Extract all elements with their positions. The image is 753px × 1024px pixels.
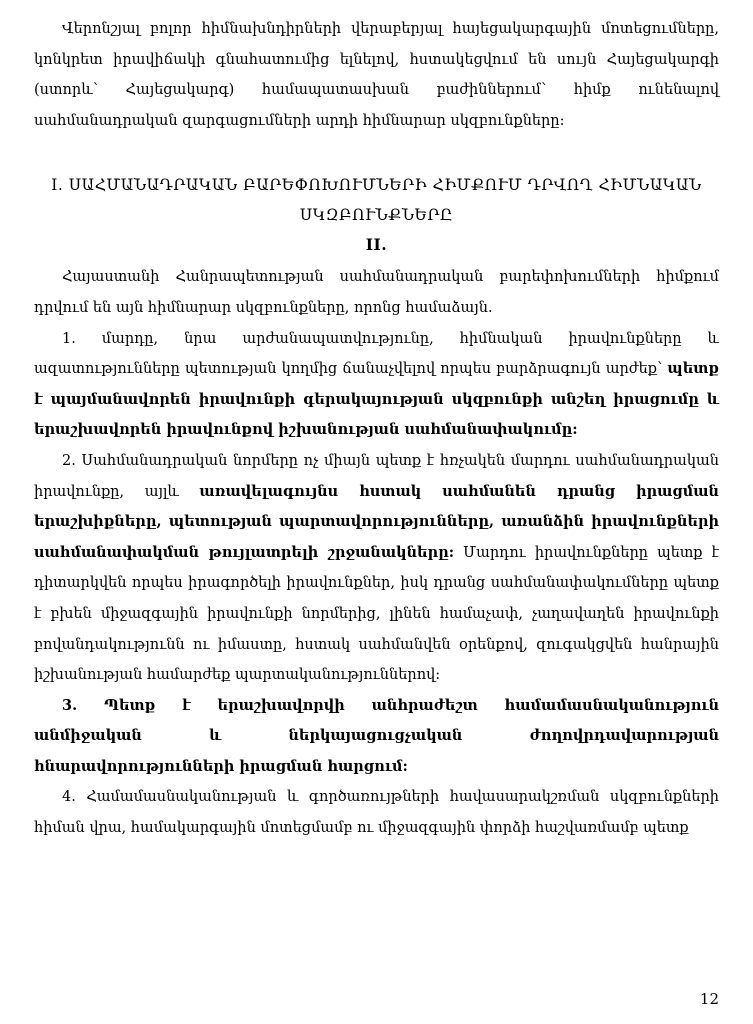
lead-paragraph: Հայաստանի Հանրապետության սահմանադրական բարեփոխումների հիմքում դրվում են այն հիմնարար սկզբունքները, որոնց համաձայն. <box>34 269 719 316</box>
subsection-heading: II. <box>365 235 388 255</box>
principle-4 <box>34 782 719 843</box>
principle-2-tail-text: Մարդու իրավունքները պետք է դիտարկվեն որպես իրագործելի իրավունքներ, իսկ դրանց սահմանափակումները պետք է բխեն միջազգային իրավունքի նորմերից, լինեն համաչափ, չաղավաղեն իրավունքի բովանդակությունն ու իմաստը, հստակ սահմանվեն օրենքով, զուգակցվեն հանրային իշխանության համարժեք պարտականություններով: <box>34 544 720 684</box>
principle-4-number: 4. <box>62 789 76 806</box>
principle-1-bold-text: պետք է պայմանավորեն իրավունքի գերակայության սկզբունքի անշեղ իրացումը և երաշխավորեն իրավունքով իշխանության սահմանափակումը: <box>34 360 719 439</box>
principle-2-number: 2. <box>62 452 76 469</box>
page-number: 12 <box>699 990 719 1008</box>
principle-1-text: մարդը, նրա արժանապատվությունը, հիմնական իրավունքները և ազատությունները պետության կողմից ճանաչվելով որպես բարձրագույն արժեք՝ <box>34 330 719 378</box>
section-heading: I. ՍԱՀՄԱՆԱԴՐԱԿԱՆ ԲԱՐԵՓՈԽՈՒՄՆԵՐԻ ՀԻՄՔՈՒՄ ԴՐՎՈՂ ՀԻՄՆԱԿԱՆ ՍԿԶԲՈՒՆՔՆԵՐԸ <box>51 176 702 225</box>
principle-2-text: Սահմանադրական նորմերը ոչ միայն պետք է հռչակեն մարդու սահմանադրական իրավունքը, այլև <box>34 452 719 500</box>
principle-2-bold-text: առավելագույնս հստակ սահմանեն դրանց իրացման երաշխիքները, պետության պարտավորությունները, առանձին իրավունքների սահմանափակման թույլատրելի շրջանակները: <box>34 482 719 561</box>
principle-1-number: 1. <box>62 330 76 347</box>
principle-3 <box>34 691 719 783</box>
principle-2 <box>34 446 719 691</box>
principle-1 <box>34 324 719 446</box>
principle-4-text: Համամասնականության և գործառույթների հավասարակշռման սկզբունքների հիման վրա, համակարգային մոտեցմամբ ու միջազգային փորձի հաշվառմամբ պետք <box>34 789 719 837</box>
principle-3-number: 3. <box>62 696 78 714</box>
principle-3-bold-text: Պետք է երաշխավորվի անհրաժեշտ համամասնականություն անմիջական և ներկայացուցչական ժողովրդավարության հնարավորությունների իրացման հարցում: <box>34 696 719 775</box>
intro-paragraph: Վերոնշյալ բոլոր հիմնախնդիրների վերաբերյալ հայեցակարգային մոտեցումները, կոնկրետ իրավիճակի գնահատումից ելնելով, հստակեցվում են սույն Հայեցակարգի (ստորև՝ Հայեցակարգ) համապատասխան բաժիններում՝ հիմք ունենալով սահմանադրական զարգացումների արդի հիմնարար սկզբունքները: <box>34 21 719 129</box>
